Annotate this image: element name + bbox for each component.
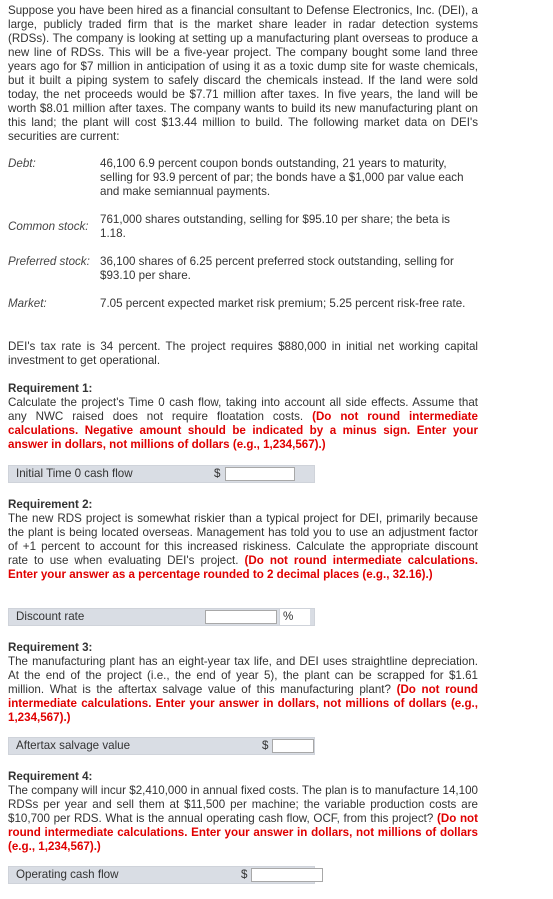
requirement-4-note: (Do not round intermediate calculations. Enter your answer in dollars, not millions of dollars (e.g., 1,234,567).) — [8, 812, 478, 853]
dollar-sign: $ — [241, 868, 248, 881]
salvage-value-label: Aftertax salvage value — [16, 739, 131, 752]
intro-paragraph: Suppose you have been hired as a financial consultant to Defense Electronics, Inc. (DEI), a large, publicly traded firm that is the market share leader in radar detection systems (RDSs). The company is looking at setting up a manufacturing plant overseas to produce a new line of RDSs. This will be a five-year project. The company bought some land three years ago for $7 million in anticipation of using it as a toxic dump site for waste chemicals, but it built a piping system to safely discard the chemicals instead. If the land were sold today, the net proceeds would be $7.71 million after taxes. In five years, the land will be worth $8.01 million after taxes. The company wants to build its new manufacturing plant on this land; the plant will cost $13.44 million to build. The following market data on DEI's securities are current: — [8, 4, 478, 143]
operating-cash-flow-label: Operating cash flow — [16, 868, 119, 881]
operating-cash-flow-input[interactable] — [251, 868, 323, 882]
discount-rate-row — [8, 608, 315, 626]
tax-paragraph: DEI's tax rate is 34 percent. The project requires $880,000 in initial net working capital investment to get operational. — [8, 340, 478, 367]
requirement-1-title: Requirement 1: — [8, 382, 93, 395]
requirement-3-text: The manufacturing plant has an eight-year tax life, and DEI uses straightline depreciation. At the end of the project (i.e., the end of year 5), the plant can be scrapped for $1.61 million. What is the aftertax salvage value of this manufacturing plant? — [8, 655, 478, 696]
requirement-4 — [8, 770, 478, 854]
discount-rate-input[interactable] — [205, 610, 277, 624]
percent-unit-cell — [279, 609, 310, 625]
debt-label: Debt: — [8, 157, 36, 170]
salvage-value-row — [8, 737, 315, 755]
requirement-1 — [8, 382, 478, 452]
requirement-2-title: Requirement 2: — [8, 498, 93, 511]
requirement-2-note: (Do not round intermediate calculations. Enter your answer as a percentage rounded to 2 decimal places (e.g., 32.16).) — [8, 554, 478, 581]
discount-rate-label: Discount rate — [16, 610, 85, 623]
common-stock-row — [8, 213, 478, 241]
common-stock-text: 761,000 shares outstanding, selling for $95.10 per share; the beta is 1.18. — [100, 213, 450, 240]
debt-text: 46,100 6.9 percent coupon bonds outstanding, 21 years to maturity, selling for 93.9 percent of par; the bonds have a $1,000 par value each and make semiannual payments. — [100, 157, 464, 198]
requirement-3-title: Requirement 3: — [8, 641, 93, 654]
market-data-table — [8, 157, 478, 311]
requirement-2 — [8, 498, 478, 582]
dollar-sign: $ — [262, 739, 269, 752]
percent-sign: % — [283, 610, 294, 623]
dollar-sign: $ — [214, 467, 221, 480]
initial-cash-flow-input[interactable] — [225, 467, 295, 481]
requirement-1-note: (Do not round intermediate calculations. Negative amount should be indicated by a minus sign. Enter your answer in dollars, not millions of dollars (e.g., 1,234,567).) — [8, 410, 478, 451]
market-row — [8, 297, 478, 311]
requirement-3-note: (Do not round intermediate calculations. Enter your answer in dollars, not millions of dollars (e.g., 1,234,567).) — [8, 683, 478, 724]
market-label: Market: — [8, 297, 47, 310]
market-text: 7.05 percent expected market risk premium; 5.25 percent risk-free rate. — [100, 297, 466, 310]
requirement-1-text: Calculate the project's Time 0 cash flow, taking into account all side effects. Assume that any NWC raised does not require floatation costs. — [8, 396, 478, 423]
requirement-2-text: The new RDS project is somewhat riskier than a typical project for DEI, primarily because the plant is being located overseas. Management has told you to use an adjustment factor of +1 percent to account for this increased riskiness. Calculate the appropriate discount rate to use when evaluating DEI's project. — [8, 512, 478, 567]
preferred-stock-text: 36,100 shares of 6.25 percent preferred stock outstanding, selling for $93.10 per share. — [100, 255, 454, 282]
initial-cash-flow-label: Initial Time 0 cash flow — [16, 467, 133, 480]
salvage-value-input[interactable] — [272, 739, 314, 753]
initial-cash-flow-row — [8, 465, 315, 483]
requirement-4-title: Requirement 4: — [8, 770, 93, 783]
requirement-4-text: The company will incur $2,410,000 in annual fixed costs. The plan is to manufacture 14,100 RDSs per year and sell them at $11,500 per machine; the variable production costs are $10,700 per RDS. What is the annual operating cash flow, OCF, from this project? — [8, 784, 478, 825]
preferred-stock-label: Preferred stock: — [8, 255, 90, 268]
debt-row — [8, 157, 478, 199]
preferred-stock-row — [8, 255, 478, 283]
requirement-3 — [8, 641, 478, 725]
operating-cash-flow-row — [8, 866, 315, 884]
common-stock-label: Common stock: — [8, 220, 89, 233]
